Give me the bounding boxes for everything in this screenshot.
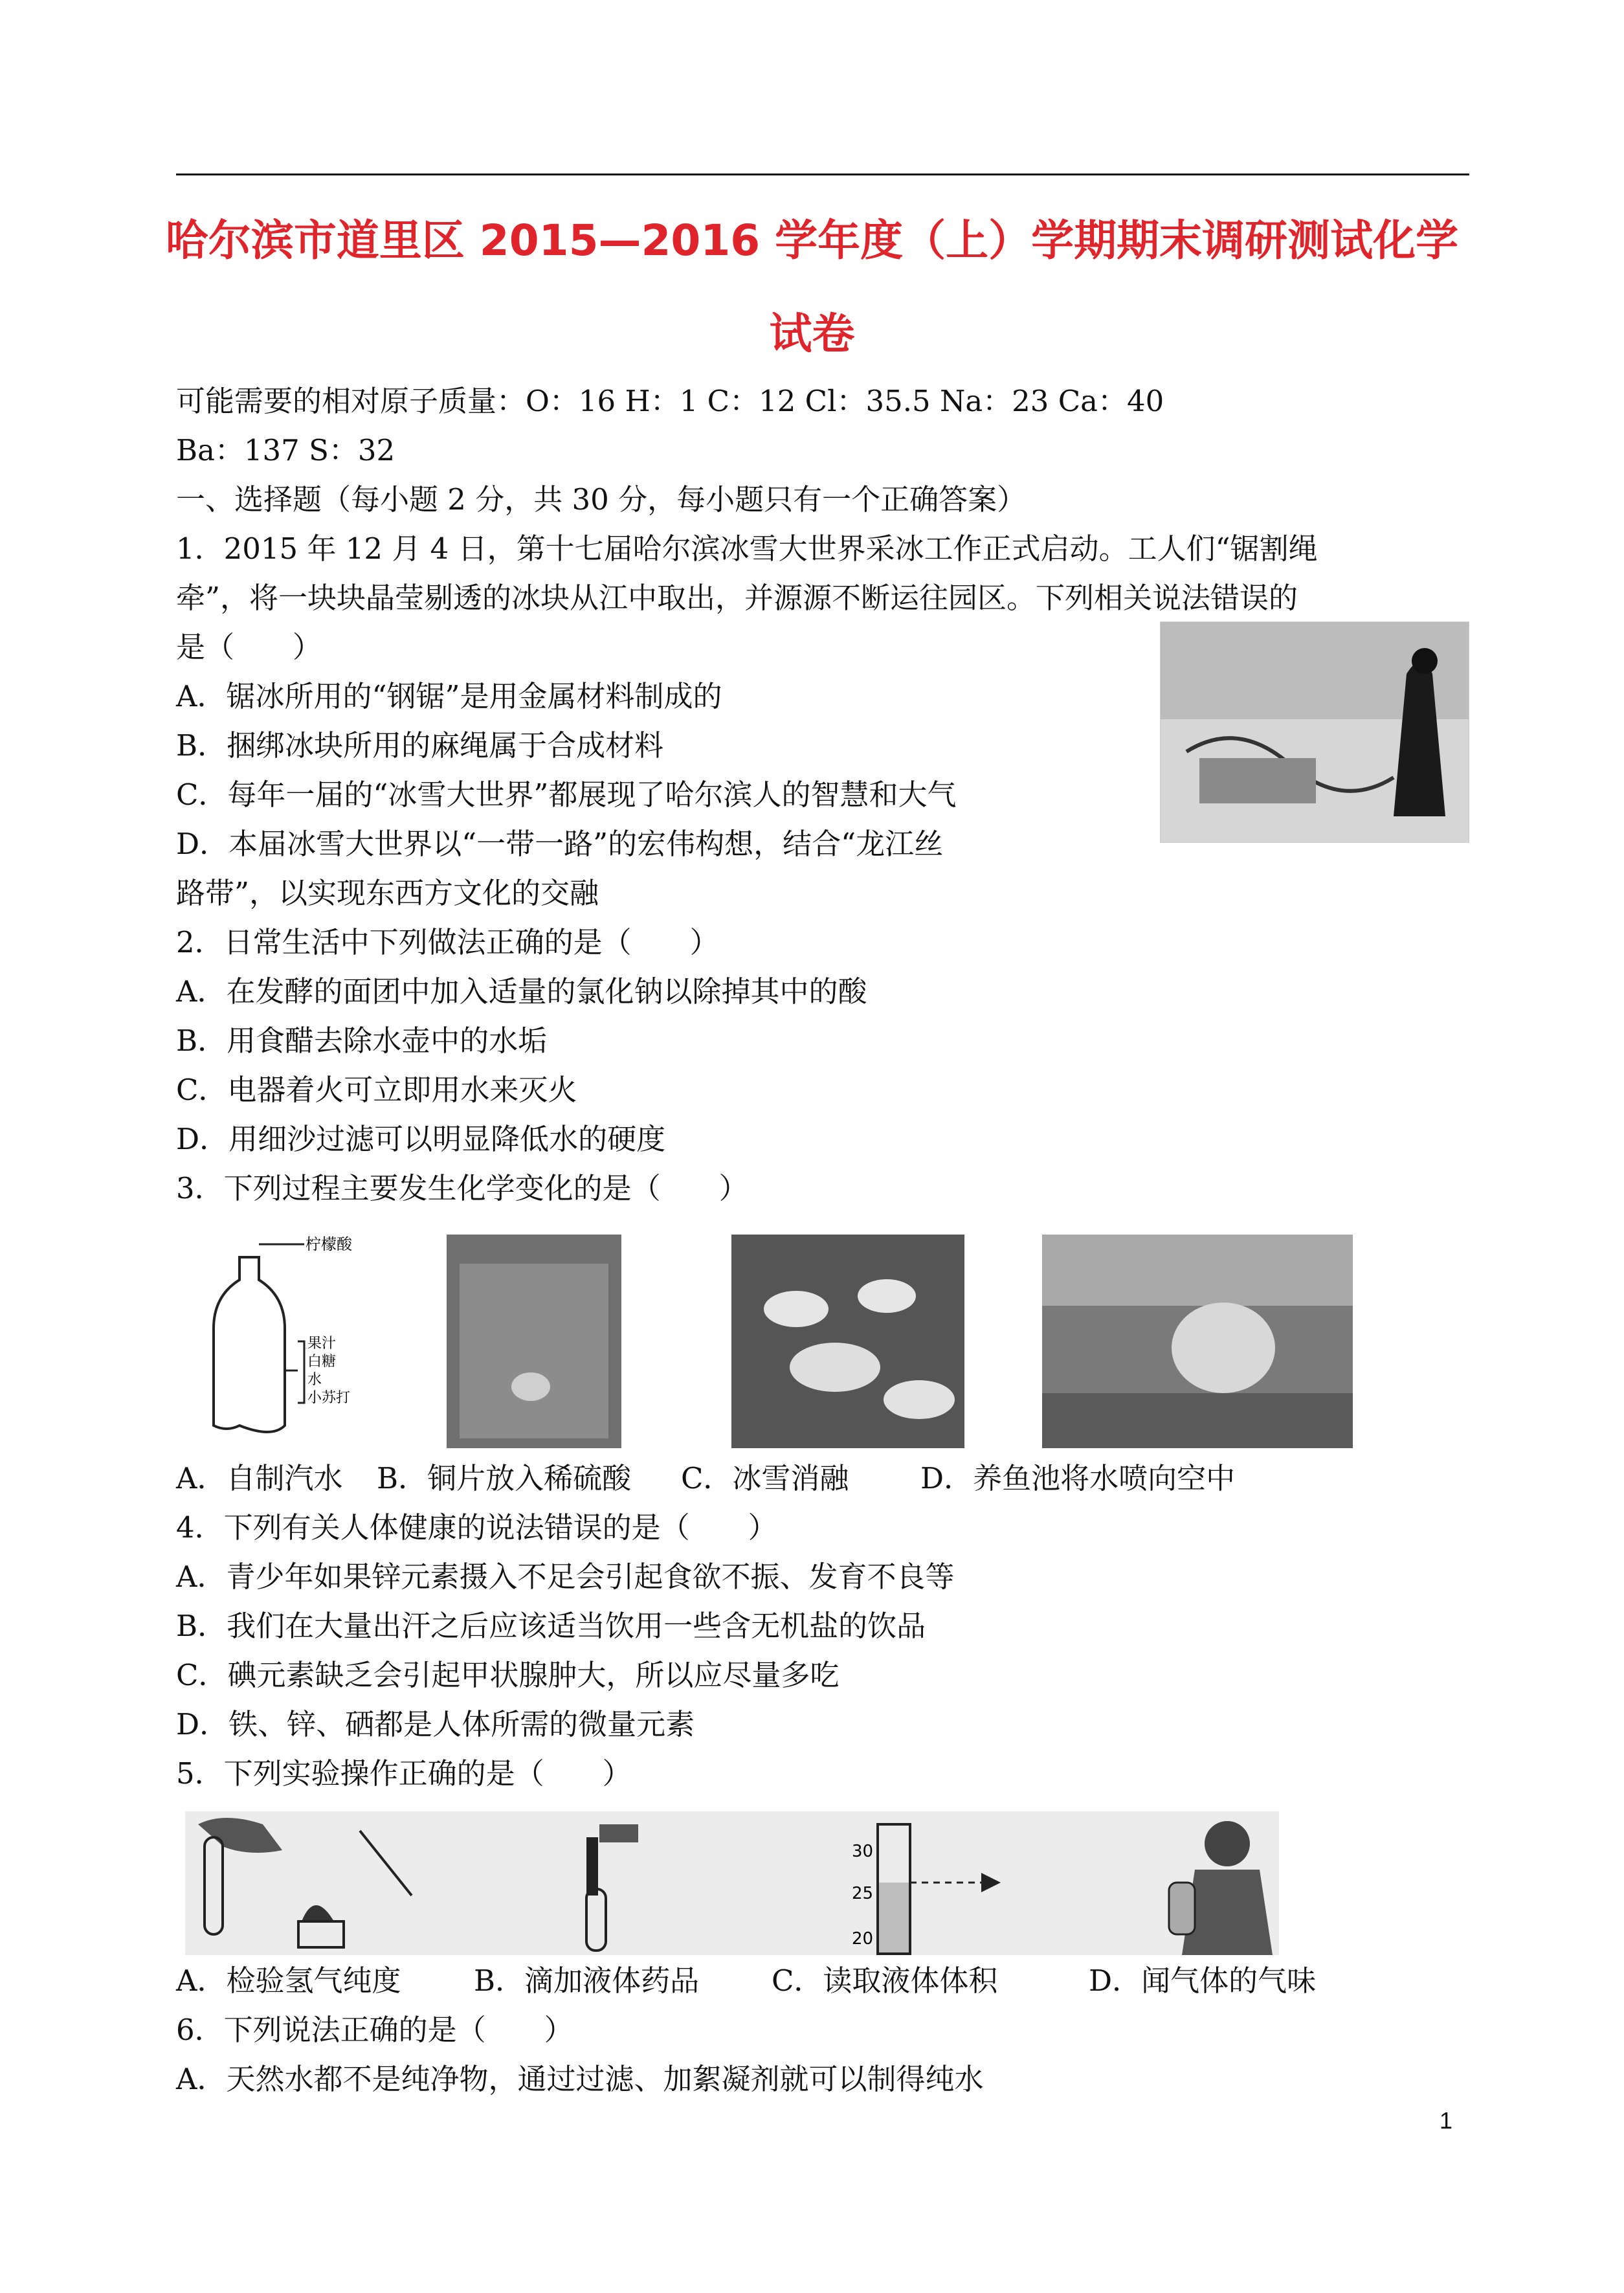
svg-text:水: 水 [307, 1372, 322, 1388]
q5-options [176, 1962, 1316, 2000]
q1-stem-3: 是（ ） [176, 630, 322, 664]
page-title: 哈尔滨市道里区 2015—2016 学年度（上）学期期末调研测试化学 [165, 216, 1459, 265]
q3-option-b: B．铜片放入稀硫酸 [377, 1461, 632, 1495]
q3-option-d: D．养鱼池将水喷向空中 [920, 1461, 1236, 1495]
q1-option-d: D．本届冰雪大世界以“一带一路”的宏伟构想，结合“龙江丝 [176, 827, 944, 861]
q6-stem: 6．下列说法正确的是（ ） [176, 2013, 573, 2047]
q4-option-d: D．铁、锌、硒都是人体所需的微量元素 [176, 1707, 695, 1741]
q5-figures [185, 1811, 1279, 1955]
q4-option-a: A．青少年如果锌元素摄入不足会引起食欲不振、发育不良等 [176, 1560, 955, 1594]
q1-option-d-cont: 路带”，以实现东西方文化的交融 [176, 876, 599, 910]
atomic-mass-line1: 可能需要的相对原子质量：O：16 H：1 C：12 Cl：35.5 Na：23 Ca：40 [176, 384, 1164, 418]
q1-option-c: C．每年一届的“冰雪大世界”都展现了哈尔滨人的智慧和大气 [176, 777, 957, 812]
q5-stem: 5．下列实验操作正确的是（ ） [176, 1756, 632, 1791]
q3-option-c: C．冰雪消融 [681, 1461, 849, 1495]
q5-option-b: B．滴加液体药品 [474, 1963, 700, 1998]
section-heading: 一、选择题（每小题 2 分，共 30 分，每小题只有一个正确答案） [176, 482, 1027, 517]
q2-option-b: B．用食醋去除水壶中的水垢 [176, 1023, 548, 1058]
q4-option-b: B．我们在大量出汗之后应该适当饮用一些含无机盐的饮品 [176, 1609, 926, 1643]
page-number: 1 [1440, 2107, 1453, 2134]
q3-option-a: A．自制汽水 [176, 1461, 343, 1495]
q4-option-c: C．碘元素缺乏会引起甲状腺肿大，所以应尽量多吃 [176, 1658, 840, 1692]
q1-stem-2: 牵”，将一块块晶莹剔透的冰块从江中取出，并源源不断运往园区。下列相关说法错误的 [176, 581, 1298, 615]
tick-25: 25 [852, 1884, 874, 1903]
q1-ice-photo [1160, 621, 1469, 843]
q6-option-a: A．天然水都不是纯净物，通过过滤、加絮凝剂就可以制得纯水 [176, 2062, 984, 2096]
tick-30: 30 [852, 1842, 874, 1861]
q2-option-d: D．用细沙过滤可以明显降低水的硬度 [176, 1122, 666, 1156]
q3-options [176, 1459, 1235, 1498]
q5-option-a: A．检验氢气纯度 [176, 1963, 401, 1998]
q4-stem: 4．下列有关人体健康的说法错误的是（ ） [176, 1510, 777, 1545]
header-rule [176, 173, 1469, 175]
page-title-cont: 试卷 [769, 309, 855, 359]
svg-text:白糖: 白糖 [307, 1354, 337, 1370]
tick-20: 20 [852, 1929, 874, 1949]
q2-stem: 2．日常生活中下列做法正确的是（ ） [176, 925, 719, 959]
q5-option-d: D．闻气体的气味 [1089, 1963, 1317, 1998]
q1-option-a: A．锯冰所用的“钢锯”是用金属材料制成的 [176, 679, 722, 713]
atomic-mass-line2: Ba：137 S：32 [176, 433, 395, 467]
label-citric-acid: 柠檬酸 [306, 1235, 352, 1253]
q3-figures [201, 1225, 1353, 1453]
q3-stem: 3．下列过程主要发生化学变化的是（ ） [176, 1171, 748, 1205]
q5-option-c: C．读取液体体积 [772, 1963, 998, 1998]
q2-option-c: C．电器着火可立即用水来灭火 [176, 1073, 577, 1107]
q1-option-b: B．捆绑冰块所用的麻绳属于合成材料 [176, 728, 664, 763]
q2-option-a: A．在发酵的面团中加入适量的氯化钠以除掉其中的酸 [176, 974, 867, 1009]
svg-text:果汁: 果汁 [307, 1336, 337, 1352]
svg-text:小苏打: 小苏打 [307, 1390, 351, 1406]
q1-stem-1: 1．2015 年 12 月 4 日，第十七届哈尔滨冰雪大世界采冰工作正式启动。工人们“锯割绳 [176, 531, 1318, 566]
